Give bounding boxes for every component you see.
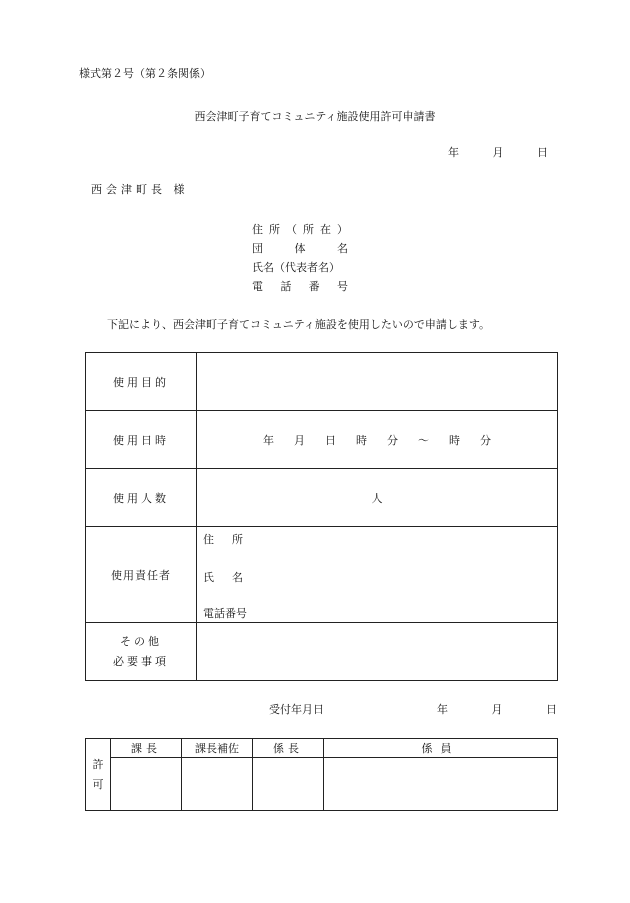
date-year: 年 (448, 146, 459, 159)
dt-day: 日 (325, 433, 336, 447)
table-row (86, 411, 558, 469)
table-row (86, 739, 558, 758)
dt-year: 年 (263, 433, 274, 447)
table-row (86, 353, 558, 411)
count-label: 使用人数 (86, 469, 197, 527)
approval-side-label-2: 可 (92, 777, 104, 791)
applicant-group-label: 団体名 (252, 241, 348, 255)
usage-details-table (85, 352, 558, 681)
approval-side-label (86, 739, 111, 811)
form-title: 西会津町子育てコミュニティ施設使用許可申請書 (194, 110, 436, 123)
dt-tilde: ～ (418, 433, 429, 447)
resp-address-label: 住所 (203, 533, 243, 546)
form-number: 様式第２号（第２条関係） (79, 67, 211, 80)
dt-month: 月 (294, 433, 305, 447)
received-day: 日 (546, 703, 557, 716)
col-group-leader: 係長 (253, 739, 324, 758)
applicant-address-label: 住所（所在） (252, 222, 348, 236)
received-date-label: 受付年月日 (269, 703, 324, 716)
date-month: 月 (492, 146, 504, 159)
other-label-line2: 必要事項 (113, 654, 169, 668)
received-year: 年 (437, 703, 448, 716)
responsible-field[interactable] (197, 527, 558, 623)
applicant-name-label: 氏名（代表者名） (252, 260, 340, 274)
date-day: 日 (537, 146, 548, 159)
stamp-group-leader[interactable] (253, 758, 324, 811)
count-unit: 人 (371, 491, 383, 505)
table-row (86, 758, 558, 811)
applicant-phone-label: 電話番号 (252, 279, 348, 293)
stamp-staff[interactable] (324, 758, 558, 811)
table-row (86, 527, 558, 623)
applicant-block (252, 220, 348, 296)
stamp-assistant-chief[interactable] (182, 758, 253, 811)
resp-phone-label: 電話番号 (203, 607, 247, 620)
dt-hour-end: 時 (449, 433, 460, 447)
count-field[interactable] (197, 469, 558, 527)
col-staff: 係員 (324, 739, 558, 758)
table-row (86, 623, 558, 681)
other-label-line1: その他 (120, 634, 162, 648)
datetime-label: 使用日時 (86, 411, 197, 469)
received-month: 月 (491, 703, 503, 716)
purpose-field[interactable] (197, 353, 558, 411)
other-field[interactable] (197, 623, 558, 681)
dt-hour: 時 (356, 433, 367, 447)
request-statement: 下記により、西会津町子育てコミュニティ施設を使用したいので申請します。 (107, 318, 491, 331)
table-row (86, 469, 558, 527)
col-assistant-chief: 課長補佐 (182, 739, 253, 758)
stamp-section-chief[interactable] (111, 758, 182, 811)
dt-minute: 分 (387, 433, 398, 447)
datetime-field[interactable] (197, 411, 558, 469)
addressee: 西会津町長 様 (91, 183, 189, 196)
other-label (86, 623, 197, 681)
application-date (448, 146, 548, 160)
col-section-chief: 課長 (111, 739, 182, 758)
received-date (437, 703, 557, 717)
responsible-label: 使用責任者 (86, 527, 197, 623)
approval-table (85, 738, 558, 811)
purpose-label: 使用目的 (86, 353, 197, 411)
dt-minute-end: 分 (480, 433, 491, 447)
resp-name-label: 氏名 (203, 571, 243, 584)
approval-side-label-1: 許 (92, 757, 104, 771)
